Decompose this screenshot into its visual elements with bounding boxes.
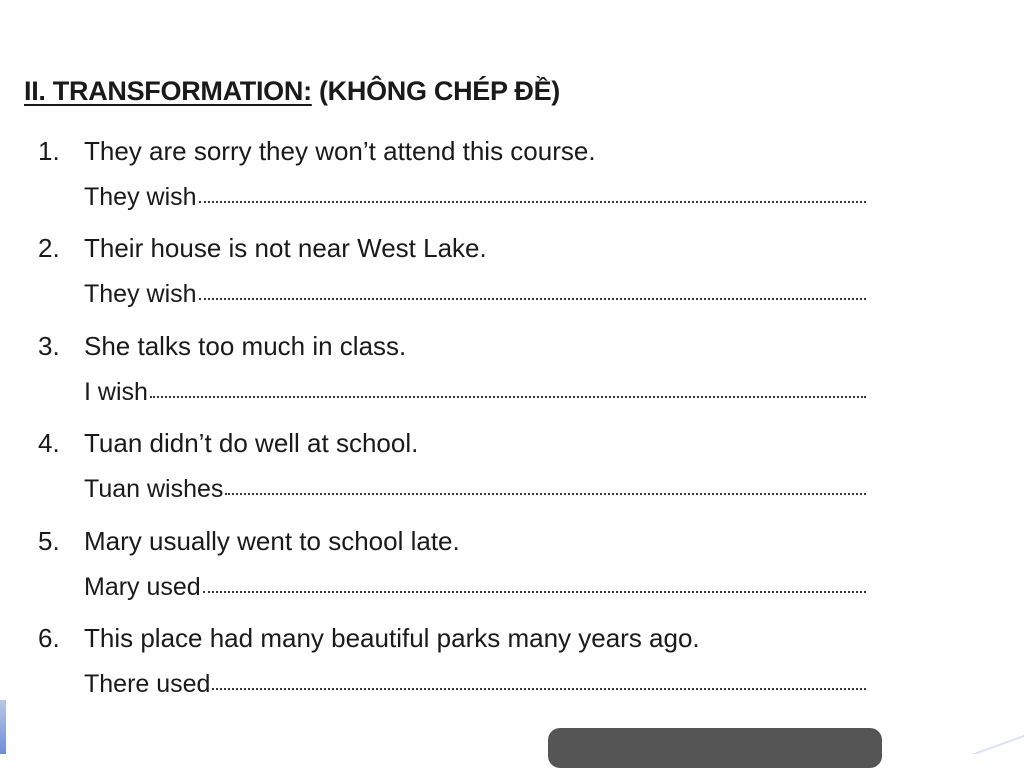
question-text: She talks too much in class. [84,331,407,361]
question-number: 5. [38,526,60,556]
answer-line [84,670,866,699]
question-number: 3. [38,331,60,361]
exercise-item-2 [38,233,878,309]
question-text: Their house is not near West Lake. [84,233,487,263]
answer-blank [225,489,866,495]
answer-line [84,573,866,602]
question-text: This place had many beautiful parks many years ago. [84,623,700,653]
question-text: They are sorry they won’t attend this course. [84,136,596,166]
section-title: II. TRANSFORMATION: [24,76,312,106]
answer-blank [212,684,866,690]
bottom-overlay-bar [548,728,882,768]
answer-line [84,475,866,504]
section-heading [24,76,560,107]
question-number: 6. [38,623,60,653]
question-text: Tuan didn’t do well at school. [84,428,419,458]
question-number: 1. [38,136,60,166]
answer-blank [203,587,866,593]
answer-line [84,183,866,212]
question-line [38,623,878,657]
question-text: Mary usually went to school late. [84,526,460,556]
answer-prompt: Tuan wishes [84,475,224,503]
exercise-item-4 [38,428,878,504]
question-line [38,526,878,560]
question-line [38,233,878,267]
exercise-item-5 [38,526,878,602]
exercise-item-3 [38,331,878,407]
answer-blank [150,392,866,398]
question-line [38,331,878,365]
answer-prompt: Mary used [84,573,201,601]
answer-line [84,378,866,407]
exercise-item-6 [38,623,878,699]
answer-prompt: I wish [84,378,148,406]
answer-blank [199,294,866,300]
answer-blank [199,197,866,203]
answer-prompt: They wish [84,183,197,211]
right-edge-accent [964,728,1024,754]
question-number: 4. [38,428,60,458]
exercise-item-1 [38,136,878,212]
question-line [38,136,878,170]
question-number: 2. [38,233,60,263]
answer-line [84,280,866,309]
answer-prompt: They wish [84,280,197,308]
section-note: (KHÔNG CHÉP ĐỀ) [318,76,561,106]
left-edge-accent [0,700,6,754]
question-line [38,428,878,462]
answer-prompt: There used [84,670,211,698]
